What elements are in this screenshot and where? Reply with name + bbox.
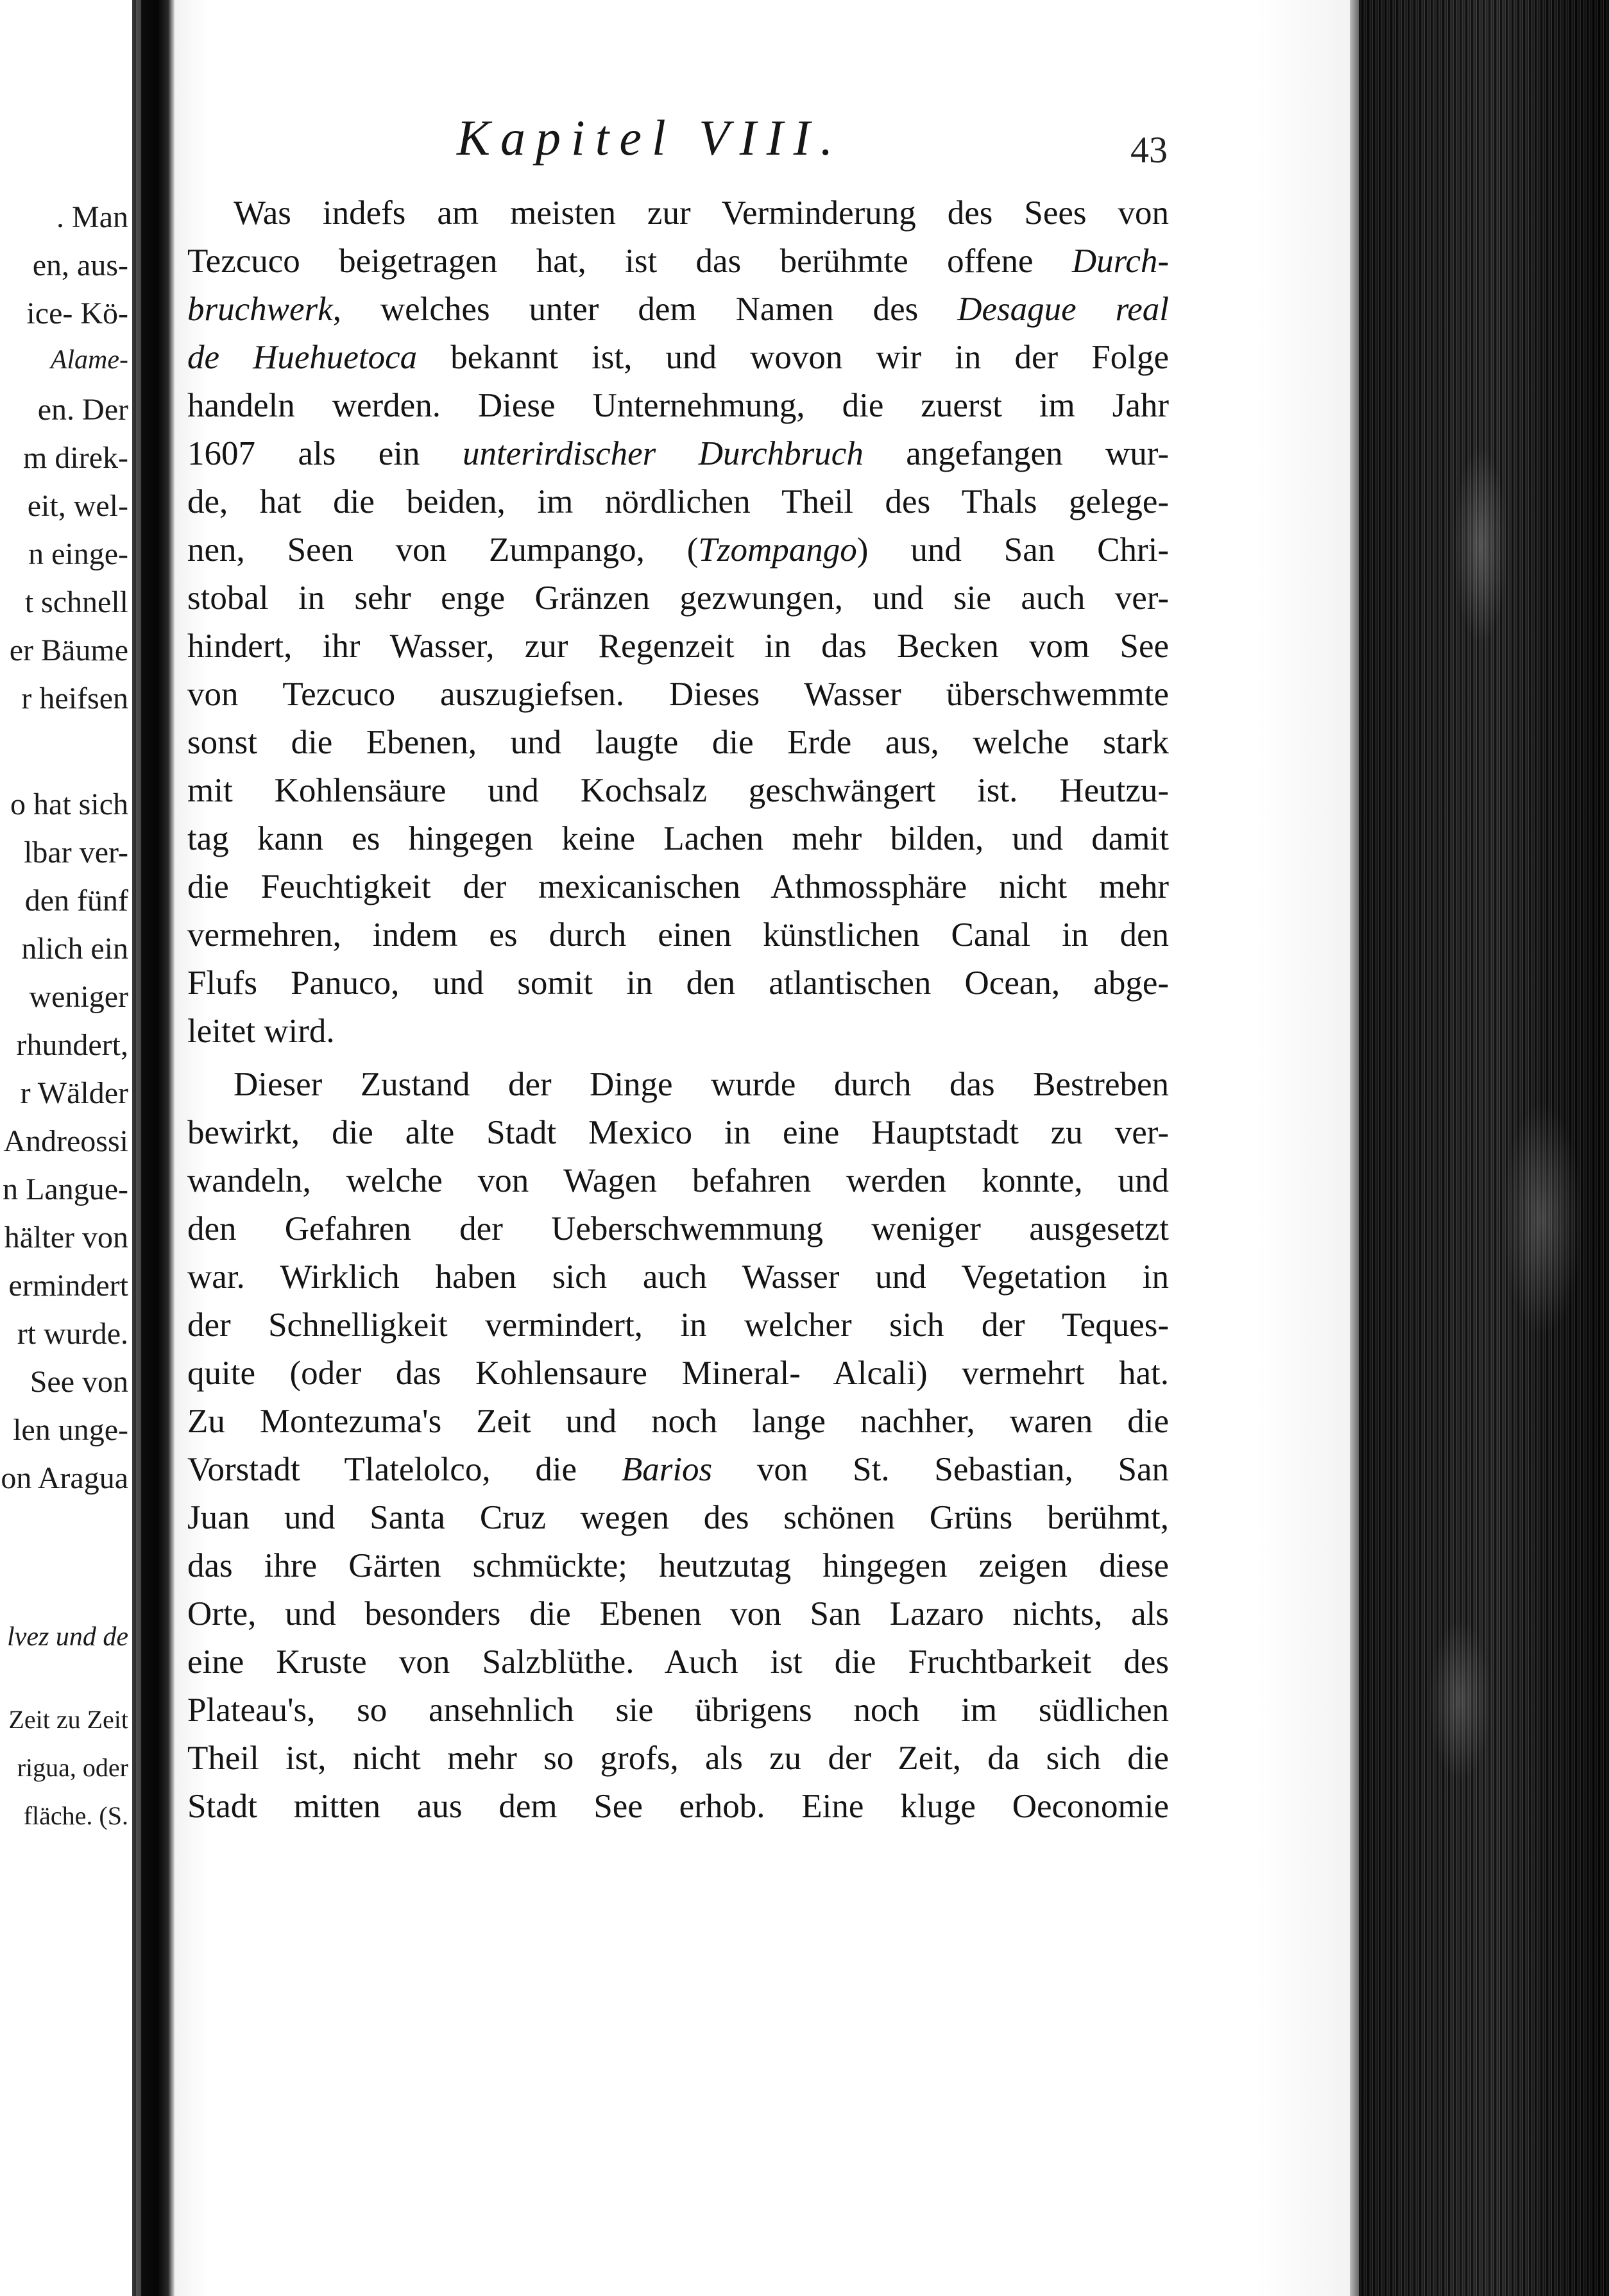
text-line: Juan und Santa Cruz wegen des schönen Grüns berühmt, <box>187 1499 1169 1536</box>
text-line: der Schnelligkeit vermindert, in welcher sich der Teques- <box>187 1306 1169 1344</box>
left-page-fragment: rt wurde. <box>17 1317 128 1351</box>
left-page-fragment: n Langue- <box>3 1172 128 1206</box>
text-line: mit Kohlensäure und Kochsalz geschwängert ist. Heutzu- <box>187 772 1169 809</box>
text-line: Dieser Zustand der Dinge wurde durch das Bestreben <box>234 1066 1169 1103</box>
running-head: Kapitel VIII. <box>457 110 844 166</box>
left-page-fragment: rigua, oder <box>17 1753 128 1782</box>
text-line: Zu Montezuma's Zeit und noch lange nachher, waren die <box>187 1403 1169 1440</box>
left-page-fragment: fläche. (S. <box>23 1801 128 1830</box>
left-page-fragment: den fünf <box>24 884 128 918</box>
fore-edge-highlight <box>1350 0 1359 2296</box>
page-number: 43 <box>1130 129 1168 171</box>
left-page-fragment: Alame- <box>50 345 128 375</box>
text-line: vermehren, indem es durch einen künstlichen Canal in den <box>187 916 1169 954</box>
left-page-fragment: eit, wel- <box>27 489 128 523</box>
text-line: tag kann es hingegen keine Lachen mehr bilden, und damit <box>187 820 1169 857</box>
left-page-fragment: m direk- <box>23 441 128 475</box>
text-line: Vorstadt Tlatelolco, die Barios von St. Sebastian, San <box>187 1451 1169 1488</box>
text-line: den Gefahren der Ueberschwemmung weniger ausgesetzt <box>187 1210 1169 1247</box>
text-line: Stadt mitten aus dem See erhob. Eine kluge Oeconomie <box>187 1788 1169 1825</box>
left-page-fragment: ermindert <box>8 1269 128 1303</box>
text-line: de, hat die beiden, im nördlichen Theil des Thals gelege- <box>187 483 1169 520</box>
text-line: nen, Seen von Zumpango, (Tzompango) und San Chri- <box>187 531 1169 569</box>
left-page-fragment: Zeit zu Zeit <box>8 1705 128 1734</box>
text-line: 1607 als ein unterirdischer Durchbruch angefangen wur- <box>187 435 1169 472</box>
text-line: Orte, und besonders die Ebenen von San Lazaro nichts, als <box>187 1595 1169 1632</box>
text-line: leitet wird. <box>187 1013 335 1050</box>
left-page-fragment: o hat sich <box>10 787 128 821</box>
left-page-fragment: See von <box>30 1365 128 1399</box>
main-page <box>175 0 1350 2296</box>
text-line: eine Kruste von Salzblüthe. Auch ist die Fruchtbarkeit des <box>187 1643 1169 1681</box>
left-page-fragment: . Man <box>56 200 128 234</box>
gutter-fold <box>136 0 141 2296</box>
text-line: quite (oder das Kohlensaure Mineral- Alcali) vermehrt hat. <box>187 1355 1169 1392</box>
text-line: Theil ist, nicht mehr so grofs, als zu der Zeit, da sich die <box>187 1740 1169 1777</box>
text-line: bewirkt, die alte Stadt Mexico in eine Hauptstadt zu ver- <box>187 1114 1169 1151</box>
text-line: handeln werden. Diese Unternehmung, die zuerst im Jahr <box>187 387 1169 424</box>
text-line: war. Wirklich haben sich auch Wasser und Vegetation in <box>187 1258 1169 1296</box>
left-page-fragment: ice- Kö- <box>26 296 128 330</box>
text-line: de Huehuetoca bekannt ist, und wovon wir in der Folge <box>187 339 1169 376</box>
text-line: sonst die Ebenen, und laugte die Erde aus, welche stark <box>187 724 1169 761</box>
left-page-fragment: Andreossi <box>3 1124 128 1158</box>
fore-edge-marbling <box>1399 160 1604 2086</box>
left-page-fragment: on Aragua <box>1 1461 128 1495</box>
left-page-fragment: hälter von <box>4 1221 128 1255</box>
text-line: das ihre Gärten schmückte; heutzutag hingegen zeigen diese <box>187 1547 1169 1584</box>
text-line: wandeln, welche von Wagen befahren werden konnte, und <box>187 1162 1169 1199</box>
left-page-fragment: weniger <box>29 980 128 1014</box>
text-line: von Tezcuco auszugiefsen. Dieses Wasser überschwemmte <box>187 676 1169 713</box>
left-page-fragment: nlich ein <box>21 932 128 966</box>
left-page-fragment: er Bäume <box>9 633 128 667</box>
left-page-fragment: r Wälder <box>20 1076 128 1110</box>
text-line: Was indefs am meisten zur Verminderung des Sees von <box>234 194 1169 232</box>
left-facing-page <box>0 0 132 2296</box>
page-header <box>175 103 1350 180</box>
text-line: die Feuchtigkeit der mexicanischen Athmossphäre nicht mehr <box>187 868 1169 905</box>
text-line: hindert, ihr Wasser, zur Regenzeit in das Becken vom See <box>187 628 1169 665</box>
text-line: Flufs Panuco, und somit in den atlantischen Ocean, abge- <box>187 964 1169 1002</box>
left-page-fragment: rhundert, <box>16 1028 128 1062</box>
left-page-fragment: lvez und de <box>7 1622 128 1652</box>
left-page-fragment: t schnell <box>24 585 128 619</box>
left-page-fragment: en. Der <box>37 393 128 427</box>
left-page-fragment: lbar ver- <box>24 835 128 870</box>
left-page-fragment: n einge- <box>28 537 128 571</box>
left-page-fragment: len unge- <box>13 1413 128 1447</box>
text-line: bruchwerk, welches unter dem Namen des Desague real <box>187 291 1169 328</box>
left-page-fragment: en, aus- <box>32 248 128 282</box>
text-line: Tezcuco beigetragen hat, ist das berühmte offene Durch- <box>187 243 1169 280</box>
left-page-fragment: r heifsen <box>21 681 128 715</box>
text-line: Plateau's, so ansehnlich sie übrigens noch im südlichen <box>187 1692 1169 1729</box>
text-line: stobal in sehr enge Gränzen gezwungen, und sie auch ver- <box>187 579 1169 617</box>
